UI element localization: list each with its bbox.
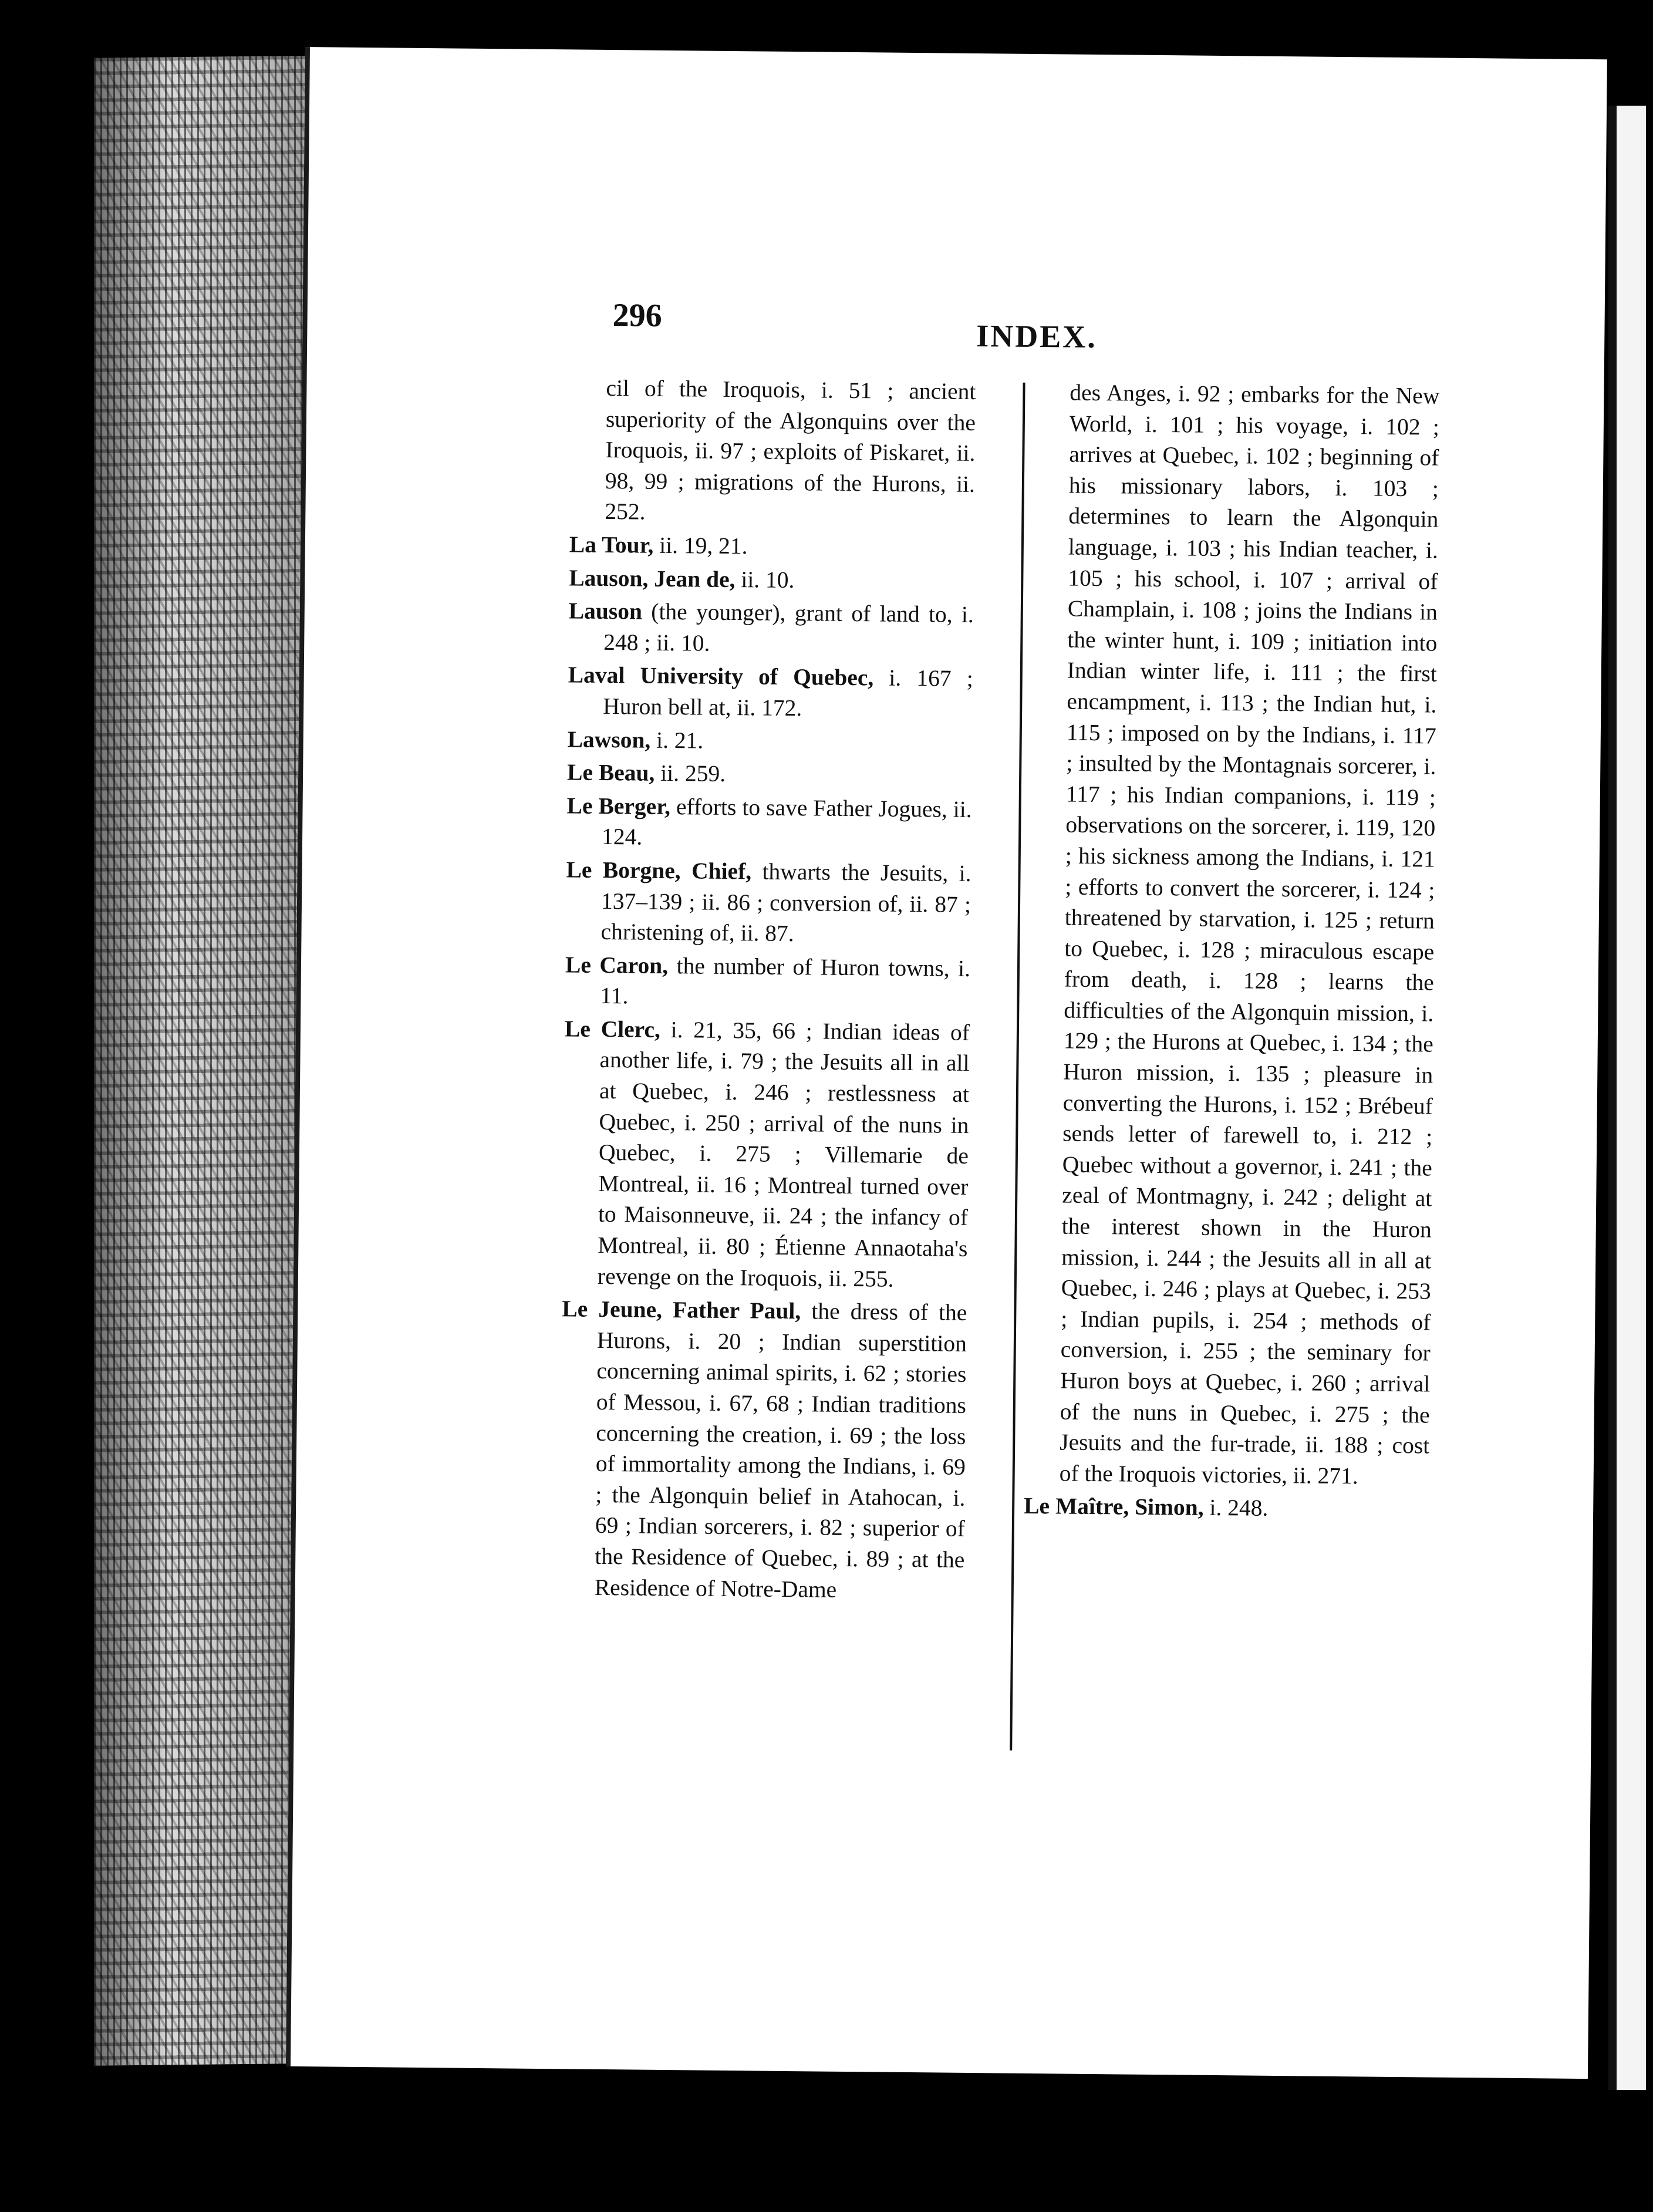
index-entry (567, 724, 972, 758)
index-entry-text: i. 167 ; Huron bell at, ii. 172. (603, 665, 973, 721)
index-entry-text: efforts to save Father Jogues, ii. 124. (601, 793, 972, 850)
index-entry-heading: La Tour, (569, 531, 654, 558)
index-entry-heading: Le Berger, (566, 793, 671, 820)
index-entry-heading: Laval University of Quebec, (568, 662, 874, 691)
index-entry (569, 562, 974, 597)
index-entry-heading: Le Jeune, Father Paul, (562, 1296, 801, 1324)
running-head: INDEX. (976, 318, 1098, 355)
index-entry-text: (the younger), grant of land to, i. 248 ; ii. 10. (603, 598, 974, 656)
index-entry-heading: Le Maître, Simon, (1023, 1493, 1204, 1521)
index-entry-heading: Lauson, Jean de, (569, 564, 736, 592)
index-entry-text: des Anges, i. 92 ; embarks for the New World, i. 101 ; his voyage, i. 102 ; arrives at Quebec, i. 102 ; beginning of his missionary labors, i. 103 ; determines to learn the Algonquin language, i. 103 ; his Indian teacher, i. 105 ; his school, i. 107 ; arrival of Champlain, i. 108 ; joins the Indians in the winter hunt, i. 109 ; initiation into Indian winter life, i. 111 ; the first encampment, i. 113 ; the Indian hut, i. 115 ; imposed on by the Indians, i. 117 ; insulted by the Montagnais sorcerer, i. 117 ; his Indian companions, i. 119 ; observations on the sorcerer, i. 119, 120 ; his sickness among the Indians, i. 121 ; efforts to convert the sorcerer, i. 124 ; threatened by starvation, i. 125 ; return to Quebec, i. 128 ; miraculous escape from death, i. 128 ; learns the difficulties of the Algonquin mission, i. 129 ; the Hurons at Quebec, i. 134 ; the Huron mission, i. 135 ; pleasure in converting the Hurons, i. 152 ; Brébeuf sends letter of farewell to, i. 212 ; Quebec without a governor, i. 241 ; the zeal of Montmagny, i. 242 ; delight at the interest shown in the Huron mission, i. 244 ; the Jesuits all in all at Quebec, i. 246 ; plays at Quebec, i. 253 ; Indian pupils, i. 254 ; methods of conversion, i. 255 ; the seminary for Huron boys at Quebec, i. 260 ; arrival of the nuns in Quebec, i. 275 ; the Jesuits and the fur-trade, ii. 188 ; cost of the Iroquois victories, ii. 271. (1059, 379, 1440, 1489)
index-entry (567, 757, 972, 791)
column-rule (1010, 383, 1025, 1751)
index-entry-heading: Le Clerc, (564, 1016, 661, 1043)
index-entry-text: ii. 259. (655, 760, 726, 787)
index-entry-text: i. 21, 35, 66 ; Indian ideas of another life, i. 79 ; the Jesuits all in all at Quebec, i. 246 ; restlessness at Quebec, i. 250 ; arrival of the nuns in Quebec, i. 275 ; Villemarie de Montreal, ii. 16 ; Montreal turned over to Maisonneuve, ii. 24 ; the infancy of Montreal, ii. 80 ; Étienne Annaotaha's revenge on the Iroquois, ii. 255. (597, 1016, 970, 1292)
index-entry-text: thwarts the Jesuits, i. 137–139 ; ii. 86 ; conversion of, ii. 87 ; christening of, ii. 87. (601, 858, 971, 947)
index-entry (559, 1294, 967, 1607)
index-entry (565, 949, 970, 1015)
index-entry (568, 660, 973, 726)
index-entry (568, 596, 974, 662)
index-entry (562, 1013, 970, 1295)
index-entry (565, 854, 971, 950)
index-column-left (559, 372, 976, 1609)
index-entry-text: ii. 19, 21. (653, 532, 748, 559)
index-entry-heading: Lauson (568, 598, 643, 625)
index-entry (566, 790, 972, 856)
next-page-edge (1608, 106, 1646, 2090)
index-entry (569, 529, 974, 564)
page-content (562, 296, 1470, 1603)
index-entry-text: i. 21. (650, 727, 704, 754)
page-number: 296 (612, 297, 662, 334)
index-entry-text: the number of Huron towns, i. 11. (600, 952, 971, 1009)
index-entry-text: ii. 10. (735, 566, 795, 593)
index-entry-heading: Le Borgne, Chief, (566, 857, 752, 885)
index-entry (1024, 1491, 1429, 1525)
index-entry-text: the dress of the Hurons, i. 20 ; Indian superstition concerning animal spirits, i. 62 ; stories of Messou, i. 67, 68 ; Indian traditions concerning the creation, i. 69 ; the loss of immortality among the Indians, i. 69 ; the Algonquin belief in Atahocan, i. 69 ; Indian sorcerers, i. 82 ; superior of the Residence of Quebec, i. 89 ; at the Residence of Notre-Dame (594, 1298, 967, 1603)
index-entry (569, 372, 976, 531)
index-entry-text: i. 248. (1203, 1495, 1269, 1522)
index-column-right (1024, 377, 1440, 1528)
index-entry-text: cil of the Iroquois, i. 51 ; ancient superiority of the Algonquins over the Iroquois, ii. 97 ; exploits of Piskaret, ii. 98, 99 ; migrations of the Hurons, ii. 252. (605, 375, 976, 525)
index-entry (1024, 377, 1439, 1492)
index-entry-heading: Le Beau, (566, 759, 655, 786)
index-entry-heading: Le Caron, (565, 952, 669, 979)
index-page (286, 47, 1607, 2079)
index-entry-heading: Lawson, (567, 726, 651, 753)
